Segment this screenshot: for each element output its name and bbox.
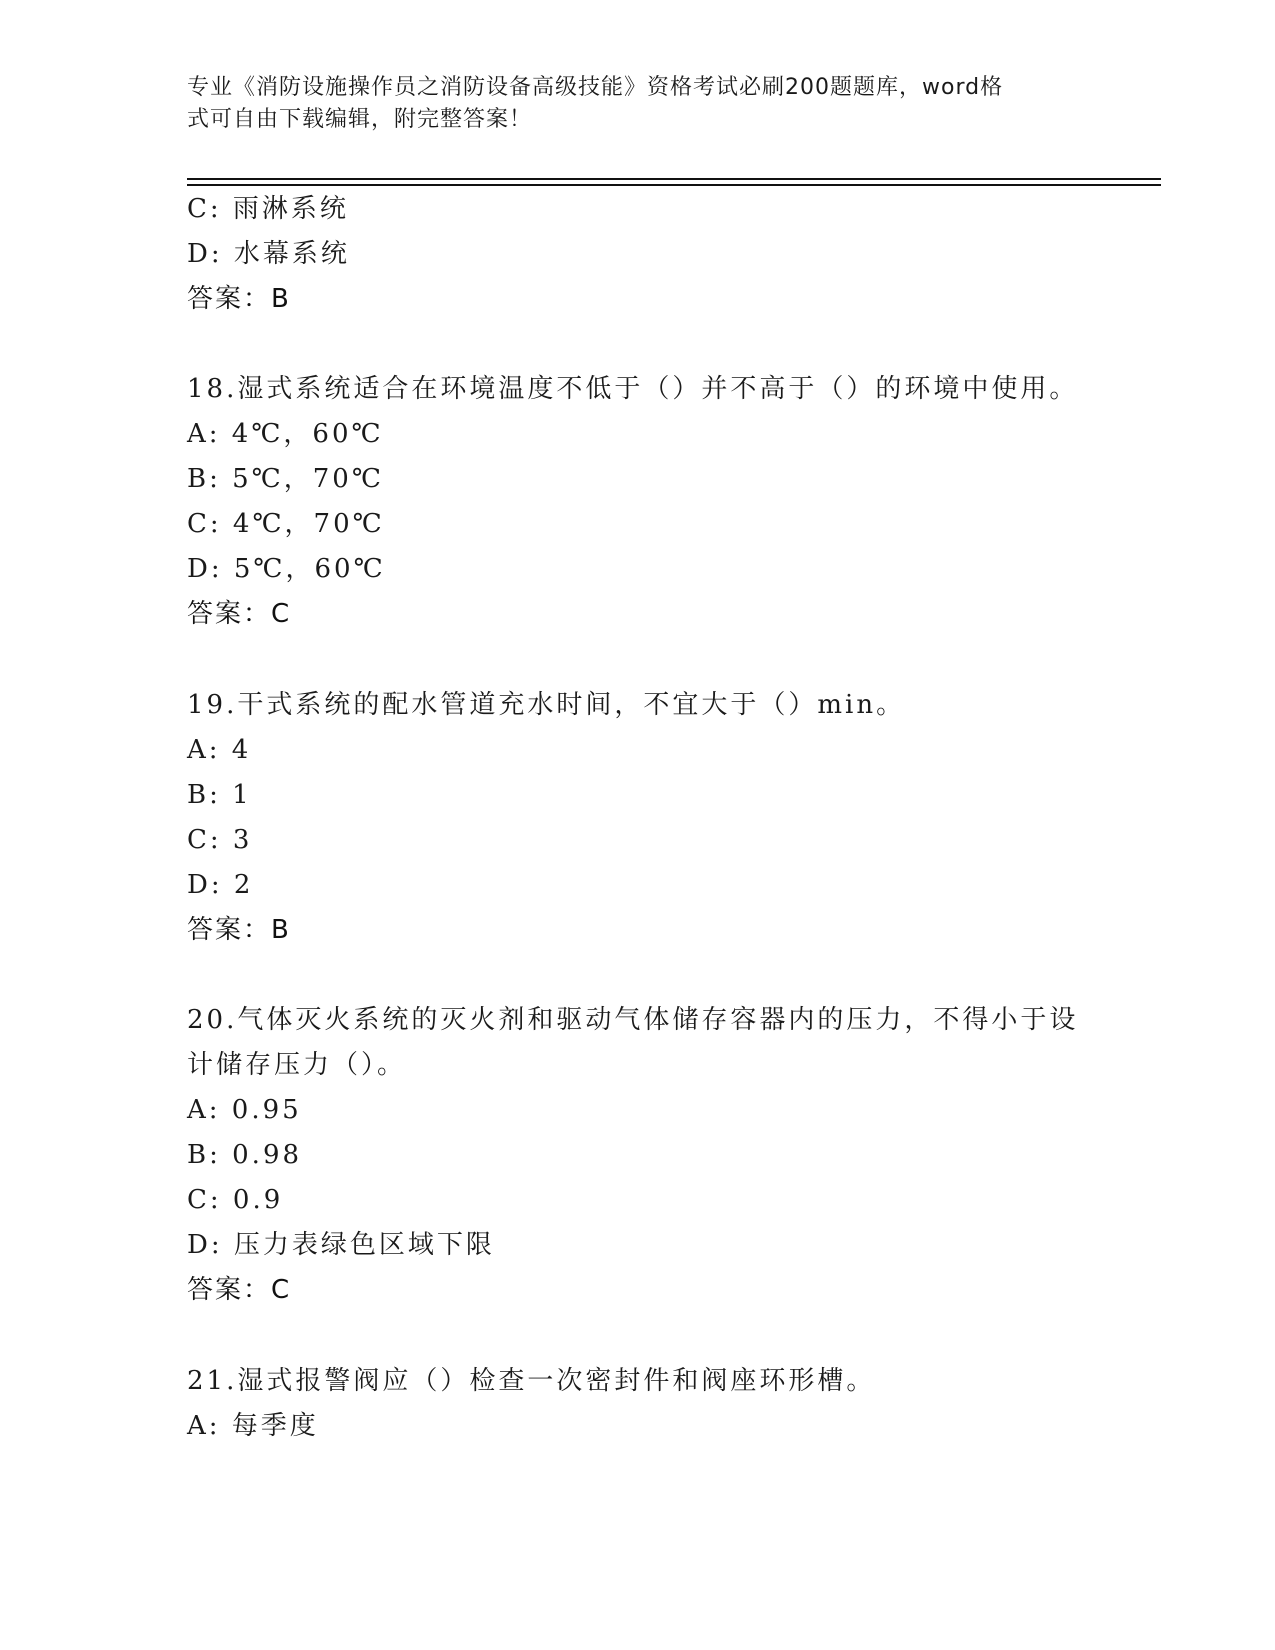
q17-option-c: C: 雨淋系统: [187, 194, 349, 224]
header-line-1: 专业《消防设施操作员之消防设备高级技能》资格考试必刷200题题库，word格: [187, 75, 1004, 100]
header-line-2: 式可自由下载编辑，附完整答案！: [187, 107, 533, 132]
q19-option-b: B: 1: [187, 780, 252, 810]
q20-option-a: A: 0.95: [187, 1095, 302, 1125]
q20-answer: 答案：C: [187, 1275, 292, 1305]
q20-option-b: B: 0.98: [187, 1140, 303, 1170]
q21-option-a: A: 每季度: [187, 1411, 319, 1441]
q20-question-line-2: 计储存压力（）。: [187, 1050, 407, 1080]
q18-option-d: D: 5℃，60℃: [187, 554, 386, 584]
q19-option-a: A: 4: [187, 735, 252, 765]
q19-option-d: D: 2: [187, 870, 254, 900]
q21-question: 21.湿式报警阀应（）检查一次密封件和阀座环形槽。: [187, 1366, 876, 1396]
header-divider-bottom: [187, 184, 1161, 186]
q17-answer: 答案：B: [187, 284, 291, 314]
q17-option-d: D: 水幕系统: [187, 239, 350, 269]
q18-answer: 答案：C: [187, 599, 292, 629]
q18-option-a: A: 4℃，60℃: [187, 419, 384, 449]
q19-option-c: C: 3: [187, 825, 253, 855]
header-divider-top: [187, 178, 1161, 180]
q20-question-line-1: 20.气体灭火系统的灭火剂和驱动气体储存容器内的压力，不得小于设: [187, 1005, 1079, 1035]
q18-question: 18.湿式系统适合在环境温度不低于（）并不高于（）的环境中使用。: [187, 374, 1079, 404]
q18-option-c: C: 4℃，70℃: [187, 509, 385, 539]
q19-answer: 答案：B: [187, 915, 291, 945]
document-header: [187, 72, 1087, 136]
q18-option-b: B: 5℃，70℃: [187, 464, 384, 494]
q19-question: 19.干式系统的配水管道充水时间，不宜大于（）min。: [187, 690, 906, 720]
q20-option-d: D: 压力表绿色区域下限: [187, 1230, 495, 1260]
q20-option-c: C: 0.9: [187, 1185, 284, 1215]
